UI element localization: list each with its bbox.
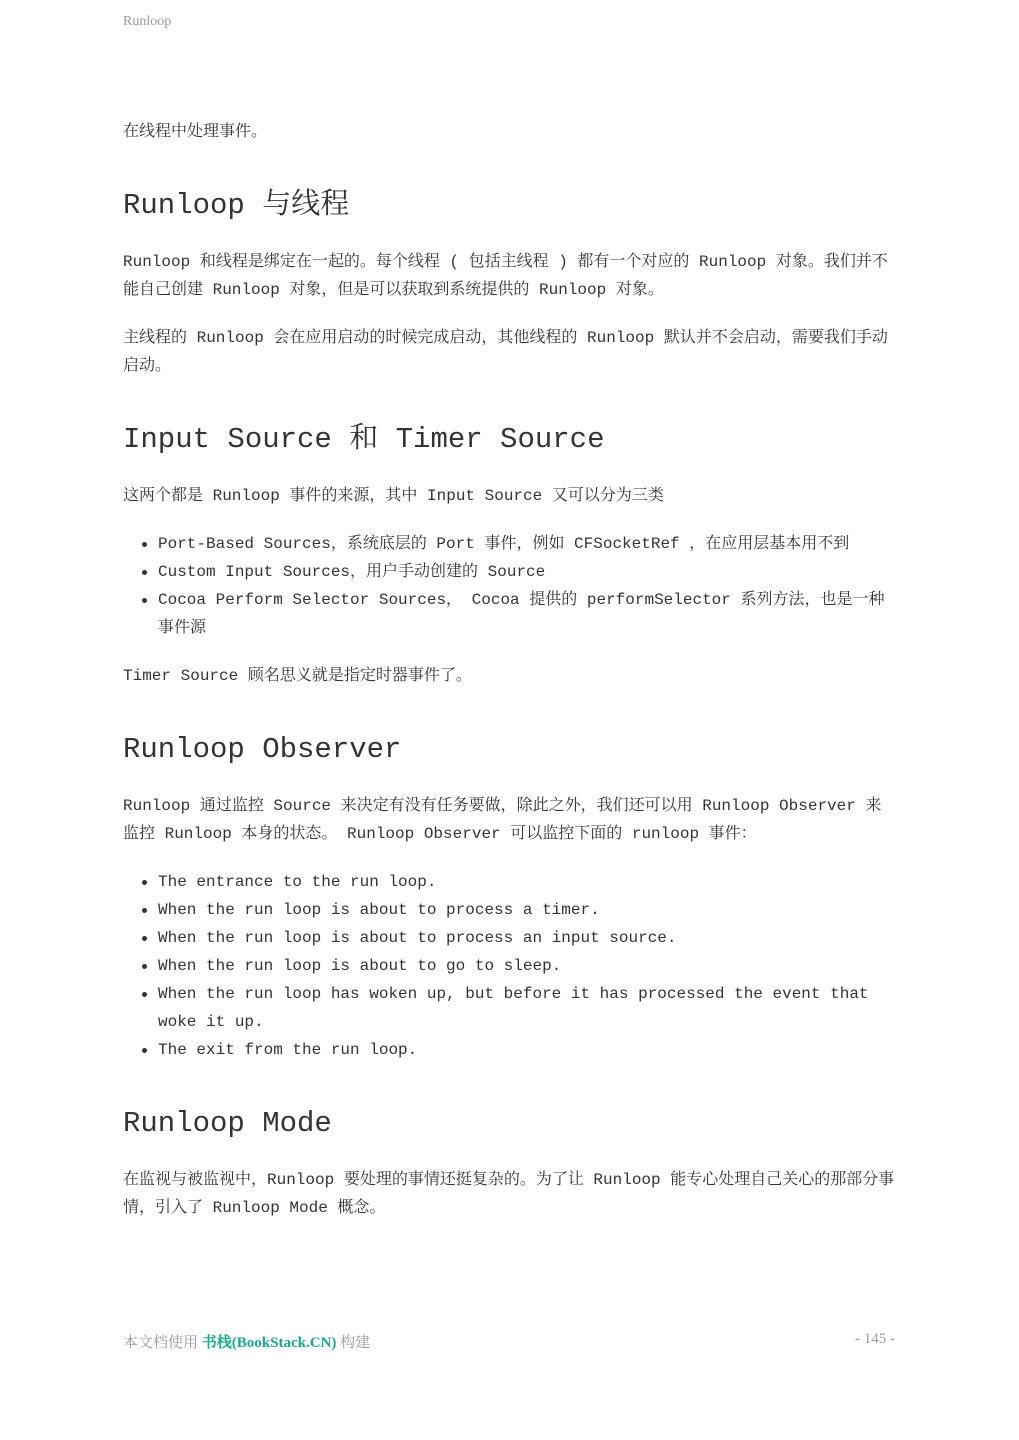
paragraph-main-thread-runloop: 主线程的 Runloop 会在应用启动的时候完成启动，其他线程的 Runloop 默认并不会启动，需要我们手动启动。: [123, 329, 888, 375]
list-item: When the run loop is about to process a timer.: [158, 896, 895, 924]
list-item: Port-Based Sources，系统底层的 Port 事件，例如 CFSocketRef ，在应用层基本用不到: [158, 530, 895, 558]
footer-credit: [123, 1331, 370, 1352]
paragraph-observer-description: Runloop 通过监控 Source 来决定有没有任务要做，除此之外，我们还可以用 Runloop Observer 来监控 Runloop 本身的状态。 Runloop Observer 可以监控下面的 runloop 事件：: [123, 797, 882, 843]
list-item: The entrance to the run loop.: [158, 868, 895, 896]
bookstack-link[interactable]: 书栈(BookStack.CN): [201, 1335, 337, 1351]
heading-runloop-mode: Runloop Mode: [123, 1107, 332, 1140]
heading-runloop-observer: Runloop Observer: [123, 733, 402, 766]
paragraph-intro: 在线程中处理事件。: [123, 123, 268, 141]
list-item: Custom Input Sources，用户手动创建的 Source: [158, 558, 895, 586]
footer-prefix: 本文档使用: [123, 1335, 199, 1351]
list-item: When the run loop is about to go to sleep.: [158, 952, 895, 980]
list-item: When the run loop is about to process an input source.: [158, 924, 895, 952]
page-number: - 145 -: [855, 1331, 895, 1347]
heading-input-timer-source: Input Source 和 Timer Source: [123, 423, 605, 456]
list-input-source-types: [123, 530, 895, 642]
page-footer: [123, 1331, 895, 1352]
paragraph-timer-source: Timer Source 顾名思义就是指定时器事件了。: [123, 667, 472, 685]
list-item: The exit from the run loop.: [158, 1036, 895, 1064]
list-item: When the run loop has woken up, but before it has processed the event that woke it up.: [158, 980, 895, 1036]
list-observer-events: [123, 868, 895, 1064]
footer-suffix: 构建: [340, 1335, 371, 1351]
heading-runloop-and-thread: Runloop 与线程: [123, 189, 350, 222]
document-body: [123, 118, 895, 1242]
paragraph-runloop-mode: 在监视与被监视中，Runloop 要处理的事情还挺复杂的。为了让 Runloop 能专心处理自己关心的那部分事情，引入了 Runloop Mode 概念。: [123, 1171, 895, 1217]
paragraph-event-sources: 这两个都是 Runloop 事件的来源，其中 Input Source 又可以分为三类: [123, 487, 664, 505]
page-header-title: Runloop: [123, 14, 172, 29]
list-item: Cocoa Perform Selector Sources， Cocoa 提供的 performSelector 系列方法，也是一种事件源: [158, 586, 895, 642]
paragraph-runloop-thread-binding: Runloop 和线程是绑定在一起的。每个线程 ( 包括主线程 ) 都有一个对应的 Runloop 对象。我们并不能自己创建 Runloop 对象，但是可以获取到系统提供的 Runloop 对象。: [123, 253, 888, 299]
